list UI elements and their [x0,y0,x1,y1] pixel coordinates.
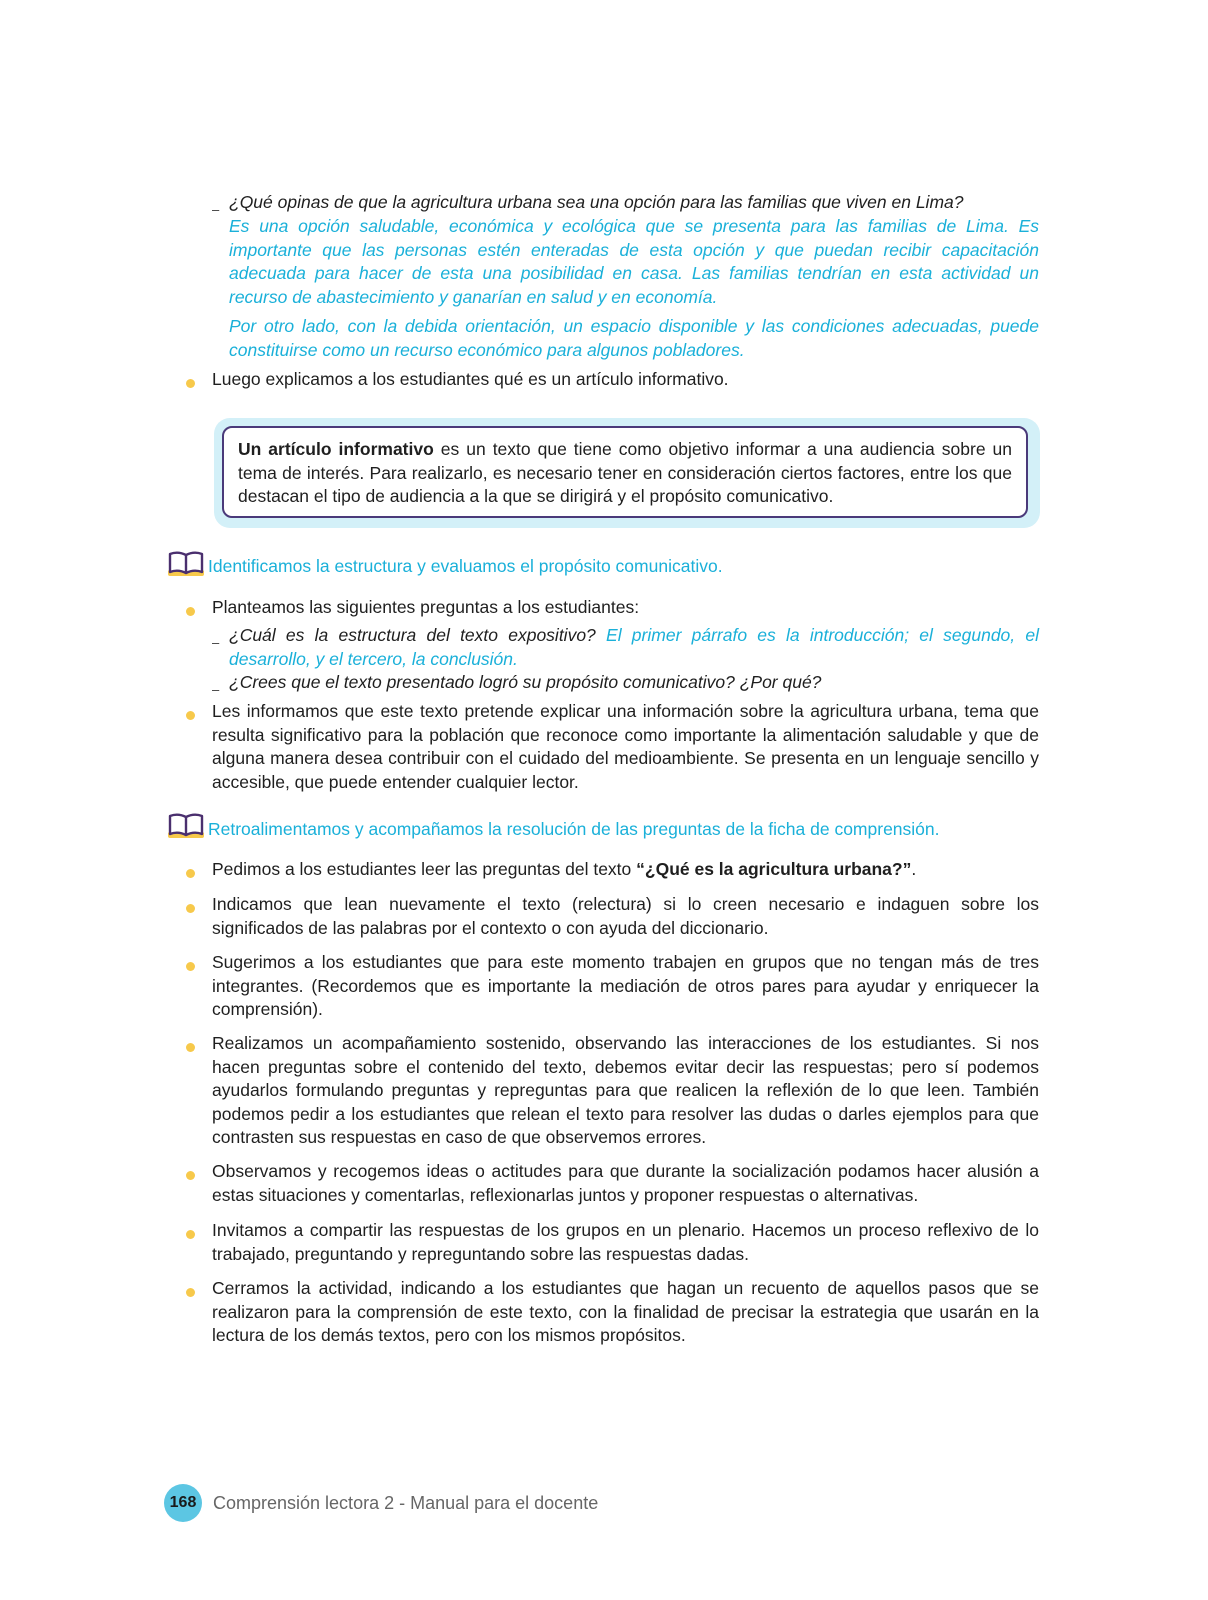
open-book-icon [167,550,205,578]
answer-structure: El primer párrafo es la introducción; el segundo, el desarrollo, y el tercero, la conclusión. [229,625,1039,669]
bullet-marker [186,1043,195,1052]
text-title-reference: “¿Qué es la agricultura urbana?” [636,859,912,879]
section2-bullet-1 [212,858,1039,882]
bullet-marker [186,904,195,913]
section2-bullet-3: Sugerimos a los estudiantes que para este momento trabajen en grupos que no tengan más de tres integrantes. (Recordemos que es importante la mediación de otros pares para ayudar y enriquecer la comprensión). [212,952,1039,1019]
dash-marker: – [212,635,220,650]
bullet-text: Pedimos a los estudiantes leer las preguntas del texto [212,859,637,879]
section1-question-structure [229,624,1039,671]
bullet-marker [186,962,195,971]
bullet-marker [186,1171,195,1180]
section2-bullet-4: Realizamos un acompañamiento sostenido, observando las interacciones de los estudiantes. Si nos hacen preguntas sobre el contenido del texto, debemos evitar decir las respuestas; pero sí podemos ayudarlos formulando preguntas y repreguntas para que realicen la reflexión de lo que leen. También podemos pedir a los estudiantes que relean el texto para resolver las dudas o darles ejemplos para que contrasten sus respuestas en caso de que observemos errores. [212,1033,1039,1147]
section2-bullet-2: Indicamos que lean nuevamente el texto (relectura) si lo creen necesario e indaguen sobre los significados de las palabras por el contexto o con ayuda del diccionario. [212,894,1039,938]
bullet-marker [186,869,195,878]
infobox-definition: es un texto que tiene como objetivo informar a una audiencia sobre un tema de interés. Para realizarlo, es necesario tener en consideración ciertos factores, entre los que destacan el tipo de audiencia a la que se dirigirá y el propósito comunicativo. [238,439,1012,506]
section2-bullet-5: Observamos y recogemos ideas o actitudes para que durante la socialización podamos hacer alusión a estas situaciones y comentarlas, reflexionarlas juntos y proponer respuestas o alternativas. [212,1161,1039,1205]
question-purpose: ¿Crees que el texto presentado logró su propósito comunicativo? ¿Por qué? [229,672,822,692]
section1-bullet-1: Planteamos las siguientes preguntas a los estudiantes: [212,597,640,617]
section-heading-feedback: Retroalimentamos y acompañamos la resolución de las preguntas de la ficha de comprensión. [208,819,940,839]
footer-title: Comprensión lectora 2 - Manual para el docente [213,1493,599,1513]
intro-bullet: Luego explicamos a los estudiantes qué es un artículo informativo. [212,369,729,389]
bullet-marker [186,379,195,388]
bullet-marker [186,1288,195,1297]
page-number: 168 [164,1484,202,1522]
bullet-marker [186,607,195,616]
section-heading-structure: Identificamos la estructura y evaluamos el propósito comunicativo. [208,556,723,576]
answer-lima-2: Por otro lado, con la debida orientación, un espacio disponible y las condiciones adecuadas, puede constituirse como un recurso económico para algunos pobladores. [229,316,1039,360]
answer-lima-1: Es una opción saludable, económica y ecológica que se presenta para las familias de Lima. Es importante que las personas estén enteradas de esta opción y que puedan recibir capacitación adecuada para hacer de esta una posibilidad en casa. Las familias tendrían en esta actividad un recurso de abastecimiento y ganarían en salud y en economía. [229,216,1039,307]
bullet-marker [186,711,195,720]
section2-bullet-6: Invitamos a compartir las respuestas de los grupos en un plenario. Hacemos un proceso reflexivo de lo trabajado, preguntando y repreguntando sobre las respuestas dadas. [212,1220,1039,1264]
question-lima: ¿Qué opinas de que la agricultura urbana sea una opción para las familias que viven en Lima? [229,192,964,212]
dash-marker: – [212,202,220,217]
bullet-text: . [911,859,917,879]
dash-marker: – [212,682,220,697]
question-structure: ¿Cuál es la estructura del texto expositivo? [229,625,596,645]
open-book-icon [167,812,205,840]
info-box [222,426,1028,518]
infobox-term: Un artículo informativo [238,439,434,459]
section1-bullet-2: Les informamos que este texto pretende explicar una información sobre la agricultura urbana, tema que resulta significativo para la población que reconoce como importante la alimentación saludable y que de alguna manera desea contribuir con el cuidado del medioambiente. Se presenta en un lenguaje sencillo y accesible, que puede entender cualquier lector. [212,701,1039,792]
bullet-marker [186,1230,195,1239]
section2-bullet-7: Cerramos la actividad, indicando a los estudiantes que hagan un recuento de aquellos pasos que se realizaron para la comprensión de este texto, con la finalidad de precisar la estrategia que usarán en la lectura de los demás textos, pero con los mismos propósitos. [212,1278,1039,1345]
